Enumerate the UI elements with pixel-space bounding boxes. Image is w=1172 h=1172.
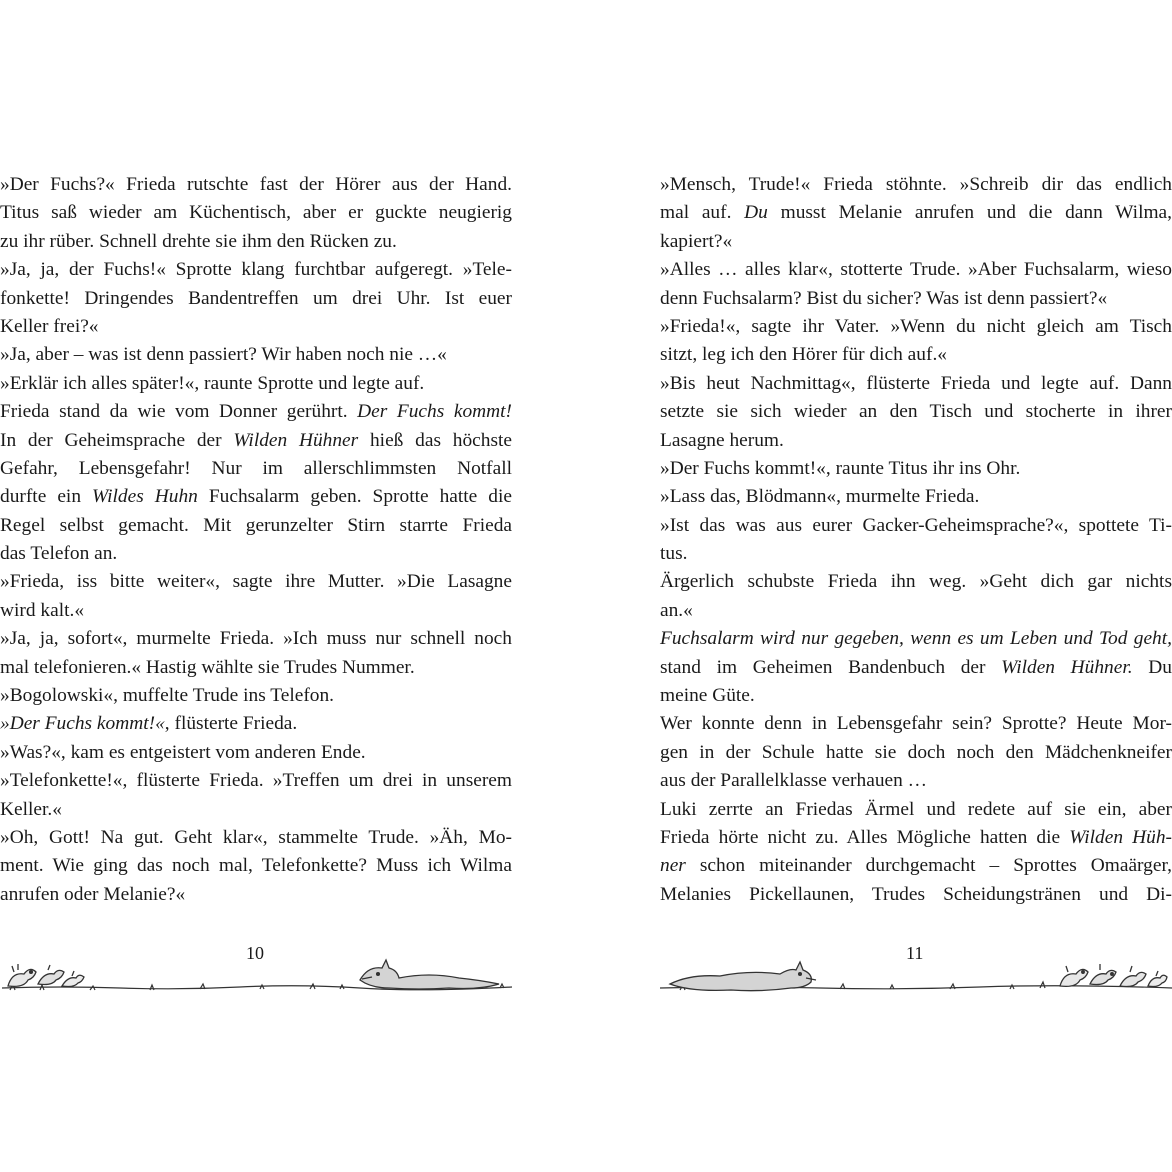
text-run: Keller.« — [0, 798, 62, 820]
text-line — [660, 625, 1172, 653]
text-line — [660, 824, 1172, 852]
page-number-left: 10 — [246, 943, 264, 963]
text-run: Titus saß wieder am Küchentisch, aber er guckte neugierig — [0, 202, 512, 224]
text-line — [660, 654, 1172, 682]
fox-and-chickens-illustration-right — [660, 950, 1172, 998]
text-run: das Telefon an. — [0, 543, 118, 565]
text-run: »Mensch, Trude!« Frieda stöhnte. »Schreib dir das endlich — [660, 174, 1172, 195]
text-line — [0, 540, 512, 568]
text-line — [660, 455, 1172, 483]
text-run: kapiert?« — [660, 230, 733, 252]
text-run: »Ja, aber – was ist denn passiert? Wir haben noch nie …« — [0, 344, 447, 366]
text-line — [0, 796, 512, 824]
italic-text: Der Fuchs kommt! — [357, 401, 512, 423]
text-run: Du — [1132, 656, 1172, 678]
text-run: Wer konnte denn in Lebensgefahr sein? Sprotte? Heute Mor- — [660, 713, 1172, 735]
text-run: »Ja, ja, der Fuchs!« Sprotte klang furchtbar aufgeregt. »Tele- — [0, 259, 512, 281]
text-run: In der Geheimsprache der — [0, 429, 234, 451]
text-line — [0, 625, 512, 653]
text-run: mal auf. — [660, 202, 745, 224]
text-run: »Oh, Gott! Na gut. Geht klar«, stammelte Trude. »Äh, Mo- — [0, 826, 512, 848]
fox-icon — [670, 962, 816, 991]
text-line — [660, 881, 1172, 909]
text-run: »Bogolowski«, muffelte Trude ins Telefon. — [0, 685, 335, 707]
text-run: ment. Wie ging das noch mal, Telefonkette? Muss ich Wilma — [0, 855, 512, 877]
text-line — [0, 824, 512, 852]
text-line — [0, 455, 512, 483]
text-run: »Der Fuchs kommt!«, raunte Titus ihr ins Ohr. — [660, 457, 1021, 479]
text-run: zu ihr rüber. Schnell drehte sie ihm den Rücken zu. — [0, 230, 397, 252]
text-run: mal telefonieren.« Hastig wählte sie Trudes Nummer. — [0, 656, 415, 678]
text-line — [0, 483, 512, 511]
text-line — [660, 256, 1172, 284]
text-line — [0, 341, 512, 369]
text-line — [0, 568, 512, 596]
text-line — [0, 512, 512, 540]
text-line — [660, 767, 1172, 795]
text-line — [0, 427, 512, 455]
text-line — [660, 199, 1172, 227]
text-run: Lasagne herum. — [660, 429, 784, 451]
text-line — [0, 171, 512, 199]
text-run: »Bis heut Nachmittag«, flüsterte Frieda und legte auf. Dann — [660, 372, 1172, 394]
text-run: Ärgerlich schubste Frieda ihn weg. »Geht dich gar nichts — [660, 571, 1172, 593]
text-line — [660, 739, 1172, 767]
text-line — [0, 199, 512, 227]
text-line — [0, 654, 512, 682]
text-run: »Frieda, iss bitte weiter«, sagte ihre Mutter. »Die Lasagne — [0, 571, 512, 593]
italic-text: Wilden Hüh- — [1069, 826, 1172, 848]
text-line — [0, 682, 512, 710]
text-run: musst Melanie anrufen und die dann Wilma, — [767, 202, 1172, 224]
text-run: »Erklär ich alles später!«, raunte Sprotte und legte auf. — [0, 372, 425, 394]
text-line — [0, 313, 512, 341]
fox-and-chickens-illustration-left — [0, 950, 512, 998]
text-line — [0, 228, 512, 256]
text-run: Regel selbst gemacht. Mit gerunzelter Stirn starrte Frieda — [0, 514, 512, 536]
italic-text: Fuchsalarm wird nur gegeben, wenn es um Leben und Tod geht, — [660, 628, 1172, 650]
text-line — [660, 398, 1172, 426]
text-line — [660, 370, 1172, 398]
page-number-right: 11 — [906, 943, 924, 963]
italic-text: Wildes Huhn — [92, 486, 198, 508]
text-line — [660, 597, 1172, 625]
italic-text: ner — [660, 855, 686, 877]
text-run: »Frieda!«, sagte ihr Vater. »Wenn du nicht gleich am Tisch — [660, 315, 1172, 337]
italic-text: Wilden Hühner. — [1001, 656, 1133, 678]
text-run: Fuchsalarm geben. Sprotte hatte die — [197, 486, 512, 508]
text-line — [660, 796, 1172, 824]
text-line — [0, 256, 512, 284]
text-run: »Was?«, kam es entgeistert vom anderen Ende. — [0, 741, 366, 763]
text-line — [660, 852, 1172, 880]
text-run: Keller frei?« — [0, 315, 99, 337]
text-run: »Lass das, Blödmann«, murmelte Frieda. — [660, 486, 980, 508]
italic-text: Du — [744, 202, 768, 224]
italic-text: »Der Fuchs kommt!« — [0, 713, 165, 735]
text-run: Frieda hörte nicht zu. Alles Mögliche hatten die — [660, 826, 1070, 848]
text-run: hieß das höchste — [358, 429, 512, 451]
text-run: »Ist das was aus eurer Gacker-Geheimsprache?«, spottete Ti- — [660, 514, 1172, 536]
text-run: durfte ein — [0, 486, 93, 508]
text-run: gen in der Schule hatte sie doch noch den Mädchenkneifer — [660, 741, 1172, 763]
text-line — [660, 285, 1172, 313]
text-run: setzte sie sich wieder an den Tisch und stocherte in ihrer — [660, 401, 1172, 423]
text-run: sitzt, leg ich den Hörer für dich auf.« — [660, 344, 947, 366]
text-line — [660, 313, 1172, 341]
text-run: »Alles … alles klar«, stotterte Trude. »Aber Fuchsalarm, wieso — [660, 259, 1172, 281]
text-run: Frieda stand da wie vom Donner gerührt. — [0, 401, 358, 423]
text-run: wird kalt.« — [0, 599, 85, 621]
text-run: Melanies Pickellaunen, Trudes Scheidungstränen und Di- — [660, 883, 1172, 905]
text-line — [0, 370, 512, 398]
text-line — [660, 568, 1172, 596]
text-line — [0, 767, 512, 795]
text-run: »Der Fuchs?« Frieda rutschte fast der Hörer aus der Hand. — [0, 174, 512, 195]
italic-text: Wilden Hühner — [233, 429, 359, 451]
text-line — [0, 739, 512, 767]
text-line — [660, 228, 1172, 256]
text-run: Luki zerrte an Friedas Ärmel und redete auf sie ein, aber — [660, 798, 1172, 820]
text-line — [0, 398, 512, 426]
chicken-group-icon — [1060, 964, 1167, 987]
text-run: stand im Geheimen Bandenbuch der — [660, 656, 1002, 678]
text-run: an.« — [660, 599, 693, 621]
text-run: meine Güte. — [660, 685, 755, 707]
text-line — [660, 710, 1172, 738]
text-run: denn Fuchsalarm? Bist du sicher? Was ist denn passiert?« — [660, 287, 1108, 309]
text-line — [660, 540, 1172, 568]
text-line — [660, 682, 1172, 710]
text-line — [660, 483, 1172, 511]
text-line — [0, 710, 512, 738]
text-line — [0, 852, 512, 880]
text-run: fonkette! Dringendes Bandentreffen um drei Uhr. Ist euer — [0, 287, 512, 309]
text-line — [0, 285, 512, 313]
text-run: aus der Parallelklasse verhauen … — [660, 770, 928, 792]
text-run: »Telefonkette!«, flüsterte Frieda. »Treffen um drei in unserem — [0, 770, 512, 792]
text-line — [660, 512, 1172, 540]
text-run: , flüsterte Frieda. — [164, 713, 298, 735]
fox-icon — [360, 960, 499, 989]
left-page-text — [0, 171, 512, 909]
text-line — [0, 881, 512, 909]
text-run: »Ja, ja, sofort«, murmelte Frieda. »Ich muss nur schnell noch — [0, 628, 512, 650]
chicken-group-icon — [8, 964, 84, 987]
text-line — [660, 341, 1172, 369]
text-line — [660, 427, 1172, 455]
text-line — [0, 597, 512, 625]
text-line — [660, 171, 1172, 199]
text-run: Gefahr, Lebensgefahr! Nur im allerschlimmsten Notfall — [0, 457, 512, 479]
text-run: tus. — [660, 543, 688, 565]
right-page-text — [660, 171, 1172, 909]
text-run: anrufen oder Melanie?« — [0, 883, 186, 905]
text-run: schon miteinander durchgemacht – Sprottes Omaärger, — [685, 855, 1172, 877]
